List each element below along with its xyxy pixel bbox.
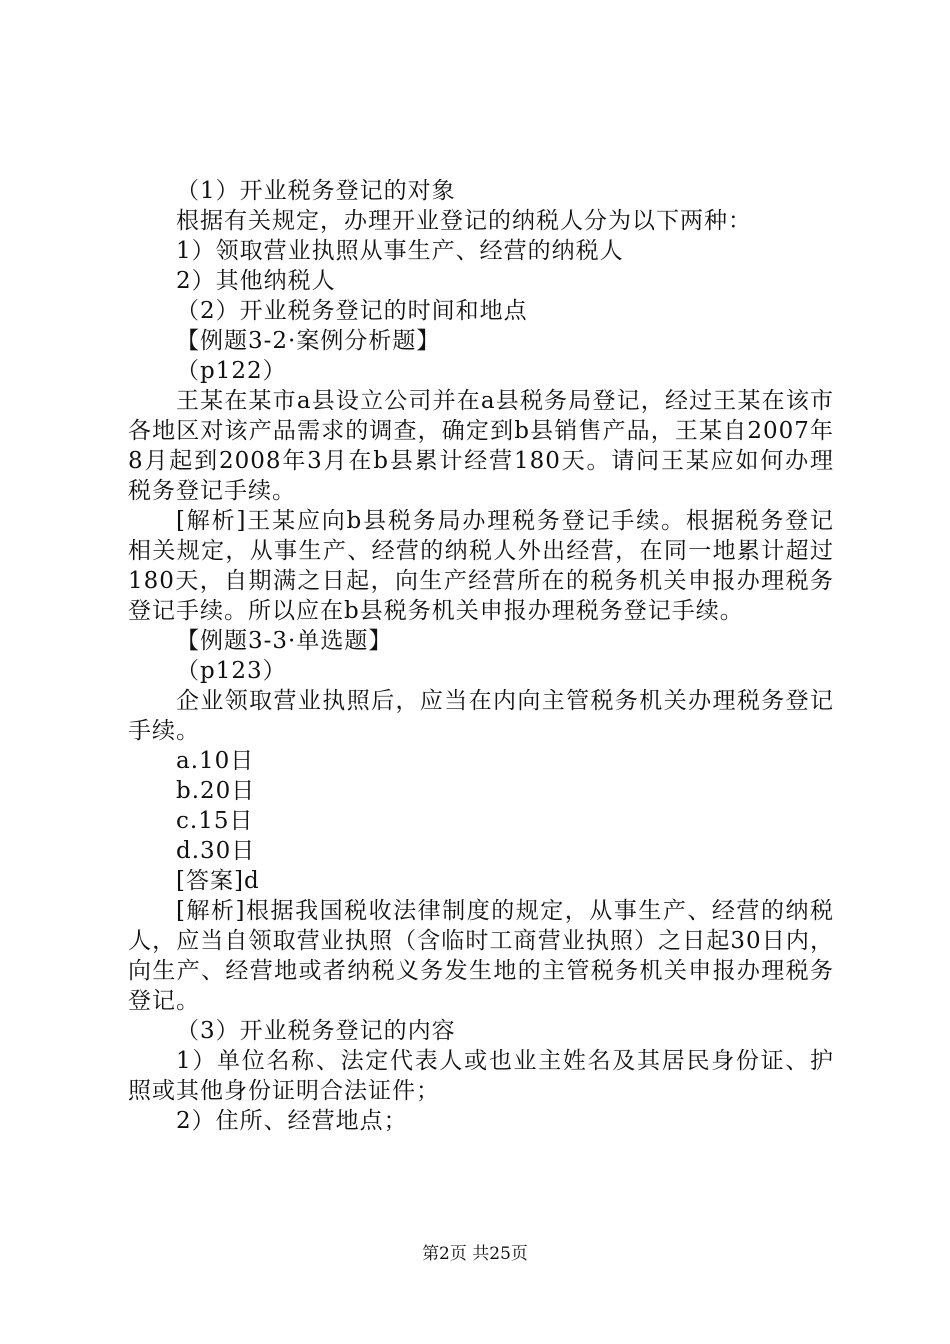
list-item: 1）领取营业执照从事生产、经营的纳税人	[176, 238, 624, 264]
option-c: c.15日	[176, 808, 254, 834]
analysis-paragraph: [解析]王某应向b县税务局办理税务登记手续。根据税务登记相关规定，从事生产、经营的纳税人外出经营，在同一地累计超过180天，自期满之日起，向生产经营所在的税务机关申报办理税务登记手续。所以应在b县税务机关申报办理税务登记手续。	[128, 508, 834, 624]
option-b: b.20日	[176, 778, 256, 804]
answer-line: [答案]d	[176, 868, 260, 894]
analysis-paragraph: [解析]根据我国税收法律制度的规定，从事生产、经营的纳税人，应当自领取营业执照（含临时工商营业执照）之日起30日内，向生产、经营地或者纳税义务发生地的主管税务机关申报办理税务登记。	[128, 898, 834, 1014]
document-body	[128, 176, 834, 1136]
section-heading-2: （2）开业税务登记的时间和地点	[176, 298, 528, 324]
option-a: a.10日	[176, 748, 255, 774]
option-d: d.30日	[176, 838, 256, 864]
page-number: 第2页 共25页	[422, 1244, 528, 1264]
case-paragraph: 王某在某市a县设立公司并在a县税务局登记，经过王某在该市各地区对该产品需求的调查，确定到b县销售产品，王某自2007年8月起到2008年3月在b县累计经营180天。请问王某应如何办理税务登记手续。	[128, 388, 834, 504]
question-paragraph: 企业领取营业执照后，应当在内向主管税务机关办理税务登记手续。	[128, 688, 834, 744]
page-reference: （p122）	[176, 358, 287, 384]
list-item: 1）单位名称、法定代表人或也业主姓名及其居民身份证、护照或其他身份证明合法证件；	[128, 1048, 834, 1104]
list-item: 2）其他纳税人	[176, 268, 336, 294]
page-reference: （p123）	[176, 658, 287, 684]
section-heading-1: （1）开业税务登记的对象	[176, 178, 456, 204]
section-heading-3: （3）开业税务登记的内容	[176, 1018, 456, 1044]
body-line: 根据有关规定，办理开业登记的纳税人分为以下两种：	[176, 208, 752, 234]
example-heading: 【例题3-2·案例分析题】	[176, 328, 441, 354]
page-footer	[0, 1242, 950, 1266]
list-item: 2）住所、经营地点；	[176, 1108, 408, 1134]
example-heading: 【例题3-3·单选题】	[176, 628, 393, 654]
